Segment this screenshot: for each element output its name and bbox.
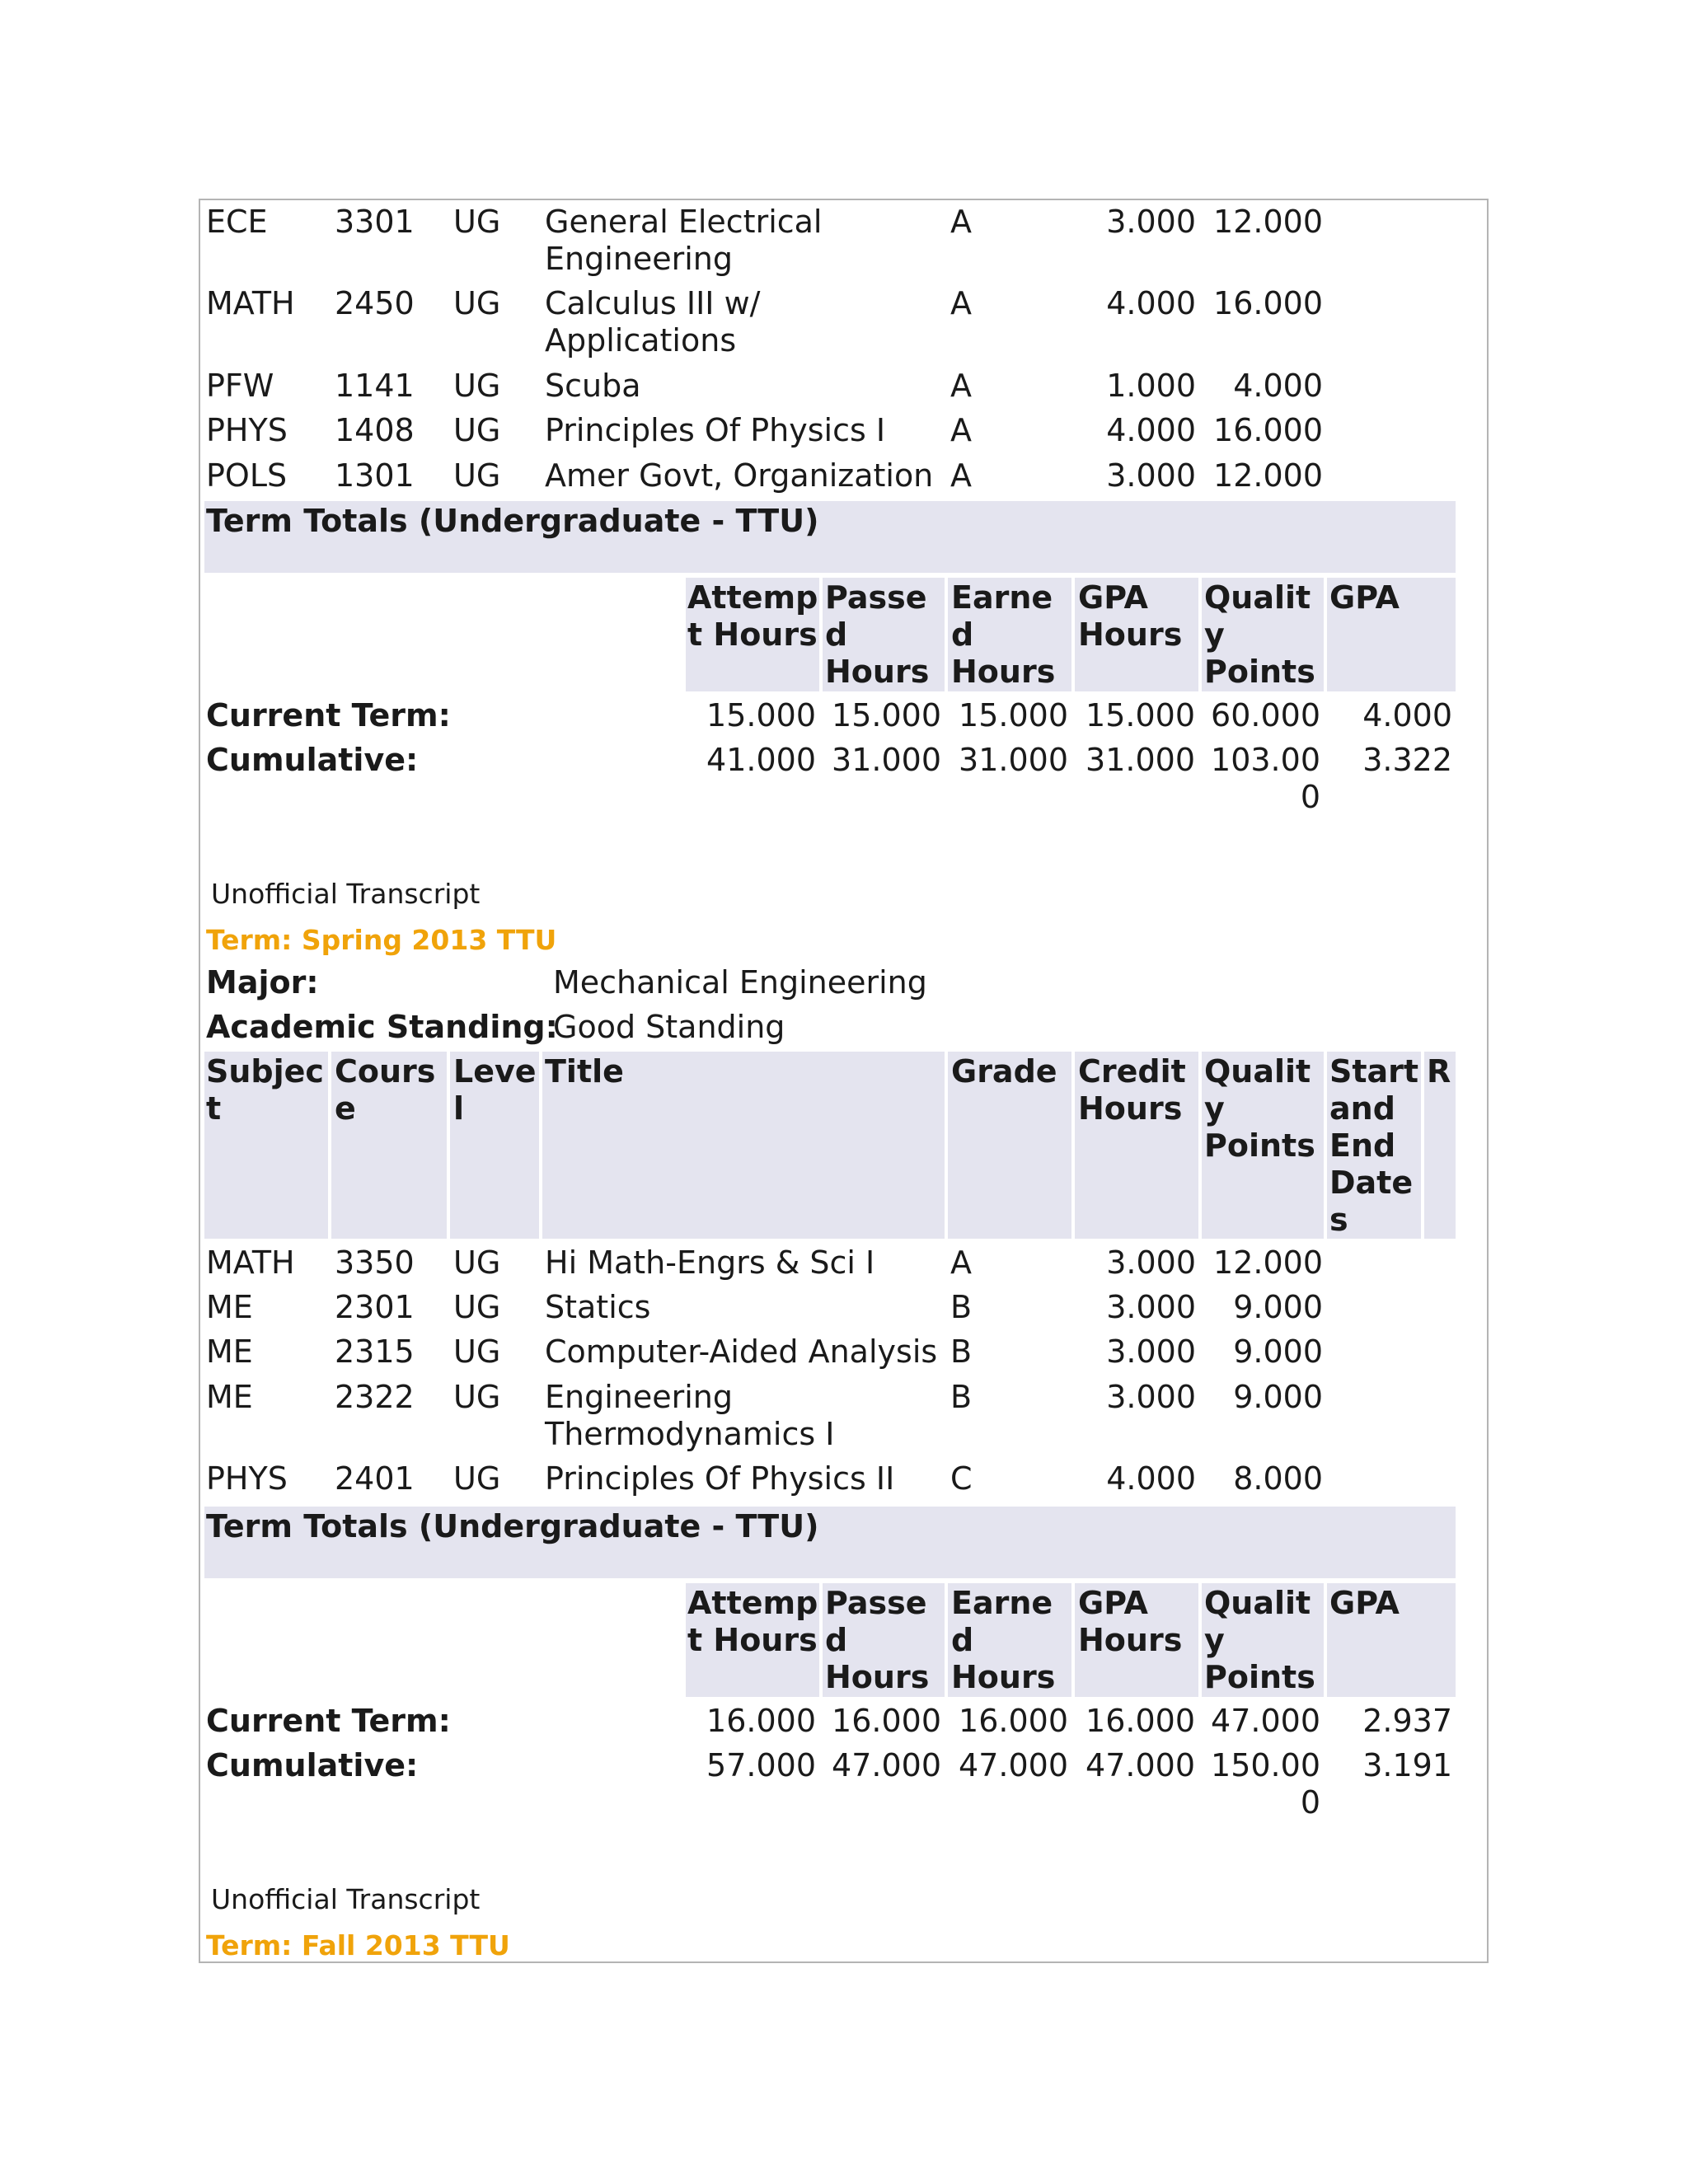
- col-attempt-hours-cont: t Hours: [687, 616, 818, 653]
- col-start-end-dates-cont: s: [1329, 1202, 1348, 1238]
- course-title: General Electrical: [545, 204, 823, 240]
- cumulative-label: Cumulative:: [206, 1747, 419, 1783]
- course-credit-hours: 3.000: [1106, 1333, 1196, 1370]
- course-number: 3350: [335, 1244, 415, 1281]
- course-title-cont: Engineering: [545, 241, 733, 277]
- col-passed-hours: Passe: [825, 579, 927, 616]
- cumulative-earned-hours: 31.000: [959, 742, 1068, 778]
- course-title: Scuba: [545, 368, 641, 404]
- course-title: Amer Govt, Organization: [545, 457, 934, 494]
- col-quality-points: Qualit: [1204, 1585, 1311, 1621]
- col-passed-hours-cont: d: [825, 1622, 848, 1658]
- course-title: Hi Math-Engrs & Sci I: [545, 1244, 875, 1281]
- course-subject: MATH: [206, 1244, 295, 1281]
- course-title: Computer-Aided Analysis: [545, 1333, 938, 1370]
- course-credit-hours: 4.000: [1106, 285, 1196, 321]
- course-number: 2322: [335, 1379, 415, 1415]
- course-quality-points: 12.000: [1213, 204, 1323, 240]
- col-gpa-hours: GPA: [1078, 1585, 1148, 1621]
- cumulative-attempt-hours: 41.000: [706, 742, 816, 778]
- course-subject: POLS: [206, 457, 288, 494]
- academic-standing-value: Good Standing: [553, 1009, 785, 1045]
- course-title: Principles Of Physics II: [545, 1460, 895, 1497]
- cumulative-quality-points: 103.00: [1211, 742, 1320, 778]
- course-quality-points: 9.000: [1233, 1379, 1323, 1415]
- course-level: UG: [453, 457, 501, 494]
- course-credit-hours: 4.000: [1106, 412, 1196, 448]
- cumulative-quality-points: 150.00: [1211, 1747, 1320, 1783]
- course-number: 1301: [335, 457, 415, 494]
- cumulative-gpa: 3.322: [1362, 742, 1452, 778]
- current-attempt-hours: 16.000: [706, 1703, 816, 1739]
- course-subject: MATH: [206, 285, 295, 321]
- course-number: 2450: [335, 285, 415, 321]
- col-subject-cont: t: [206, 1090, 222, 1127]
- col-quality-points-cont: Points: [1204, 1659, 1315, 1695]
- course-number: 2315: [335, 1333, 415, 1370]
- col-earned-hours: Earne: [951, 579, 1053, 616]
- term-title: Term: Spring 2013 TTU: [206, 924, 557, 956]
- col-passed-hours-cont: Hours: [825, 654, 930, 690]
- cumulative-label: Cumulative:: [206, 742, 419, 778]
- col-earned-hours-cont: d: [951, 1622, 974, 1658]
- cumulative-attempt-hours: 57.000: [706, 1747, 816, 1783]
- course-credit-hours: 3.000: [1106, 457, 1196, 494]
- col-earned-hours: Earne: [951, 1585, 1053, 1621]
- course-grade: A: [950, 368, 972, 404]
- current-earned-hours: 15.000: [959, 697, 1068, 733]
- course-level: UG: [453, 204, 501, 240]
- current-quality-points: 47.000: [1211, 1703, 1320, 1739]
- col-quality-points: Qualit: [1204, 579, 1311, 616]
- course-title: Calculus III w/: [545, 285, 761, 321]
- col-quality-points-cont: y: [1204, 1622, 1225, 1658]
- col-passed-hours: Passe: [825, 1585, 927, 1621]
- col-title: Title: [545, 1053, 624, 1090]
- col-earned-hours-cont: Hours: [951, 1659, 1056, 1695]
- unofficial-transcript-label: Unofficial Transcript: [211, 878, 481, 910]
- course-grade: B: [950, 1333, 973, 1370]
- course-quality-points: 8.000: [1233, 1460, 1323, 1497]
- course-level: UG: [453, 285, 501, 321]
- course-grade: A: [950, 1244, 972, 1281]
- current-term-label: Current Term:: [206, 697, 451, 733]
- course-subject: PFW: [206, 368, 274, 404]
- cumulative-quality-points-cont: 0: [1300, 1784, 1320, 1821]
- totals-heading: Term Totals (Undergraduate - TTU): [206, 1508, 819, 1544]
- course-level: UG: [453, 368, 501, 404]
- cumulative-passed-hours: 31.000: [832, 742, 941, 778]
- course-number: 3301: [335, 204, 415, 240]
- course-number: 1141: [335, 368, 415, 404]
- course-title: Engineering: [545, 1379, 733, 1415]
- col-start-end-dates-cont: and: [1329, 1090, 1395, 1127]
- col-quality-points-cont: Points: [1204, 1127, 1315, 1164]
- col-attempt-hours: Attemp: [687, 579, 818, 616]
- col-passed-hours-cont: Hours: [825, 1659, 930, 1695]
- col-earned-hours-cont: d: [951, 616, 974, 653]
- col-quality-points: Qualit: [1204, 1053, 1311, 1090]
- course-subject: ME: [206, 1289, 253, 1325]
- course-grade: A: [950, 412, 972, 448]
- current-attempt-hours: 15.000: [706, 697, 816, 733]
- col-quality-points-cont: Points: [1204, 654, 1315, 690]
- course-level: UG: [453, 1379, 501, 1415]
- current-quality-points: 60.000: [1211, 697, 1320, 733]
- major-label: Major:: [206, 964, 319, 1001]
- transcript-frame: [199, 199, 1489, 1963]
- course-subject: ME: [206, 1333, 253, 1370]
- cumulative-passed-hours: 47.000: [832, 1747, 941, 1783]
- course-level: UG: [453, 1460, 501, 1497]
- course-grade: B: [950, 1379, 973, 1415]
- current-earned-hours: 16.000: [959, 1703, 1068, 1739]
- current-term-label: Current Term:: [206, 1703, 451, 1739]
- course-grade: A: [950, 204, 972, 240]
- cumulative-gpa-hours: 47.000: [1085, 1747, 1195, 1783]
- course-level: UG: [453, 412, 501, 448]
- col-gpa-hours-cont: Hours: [1078, 616, 1183, 653]
- course-level: UG: [453, 1244, 501, 1281]
- course-quality-points: 12.000: [1213, 457, 1323, 494]
- totals-heading: Term Totals (Undergraduate - TTU): [206, 503, 819, 539]
- course-quality-points: 12.000: [1213, 1244, 1323, 1281]
- course-quality-points: 16.000: [1213, 412, 1323, 448]
- col-course-cont: e: [335, 1090, 356, 1127]
- col-quality-points-cont: y: [1204, 1090, 1225, 1127]
- course-grade: A: [950, 285, 972, 321]
- col-gpa-hours-cont: Hours: [1078, 1622, 1183, 1658]
- col-start-end-dates-cont: End: [1329, 1127, 1396, 1164]
- cumulative-quality-points-cont: 0: [1300, 779, 1320, 815]
- current-gpa: 2.937: [1362, 1703, 1452, 1739]
- course-subject: ECE: [206, 204, 268, 240]
- col-gpa: GPA: [1329, 1585, 1400, 1621]
- unofficial-transcript-label: Unofficial Transcript: [211, 1883, 481, 1915]
- course-title-cont: Thermodynamics I: [545, 1416, 835, 1452]
- course-quality-points: 16.000: [1213, 285, 1323, 321]
- col-gpa: GPA: [1329, 579, 1400, 616]
- course-quality-points: 4.000: [1233, 368, 1323, 404]
- major-value: Mechanical Engineering: [553, 964, 927, 1001]
- course-subject: PHYS: [206, 1460, 288, 1497]
- course-level: UG: [453, 1289, 501, 1325]
- course-number: 1408: [335, 412, 415, 448]
- cumulative-earned-hours: 47.000: [959, 1747, 1068, 1783]
- course-credit-hours: 3.000: [1106, 1289, 1196, 1325]
- course-subject: ME: [206, 1379, 253, 1415]
- current-gpa-hours: 16.000: [1085, 1703, 1195, 1739]
- col-start-end-dates-cont: Date: [1329, 1165, 1414, 1201]
- col-credit-hours: Credit: [1078, 1053, 1186, 1090]
- course-level: UG: [453, 1333, 501, 1370]
- col-level: Leve: [453, 1053, 537, 1090]
- course-credit-hours: 3.000: [1106, 204, 1196, 240]
- col-start-end-dates: Start: [1329, 1053, 1419, 1090]
- col-earned-hours-cont: Hours: [951, 654, 1056, 690]
- current-gpa: 4.000: [1362, 697, 1452, 733]
- course-title-cont: Applications: [545, 322, 737, 359]
- col-quality-points-cont: y: [1204, 616, 1225, 653]
- course-grade: C: [950, 1460, 973, 1497]
- col-subject: Subjec: [206, 1053, 324, 1090]
- course-quality-points: 9.000: [1233, 1289, 1323, 1325]
- current-gpa-hours: 15.000: [1085, 697, 1195, 733]
- course-quality-points: 9.000: [1233, 1333, 1323, 1370]
- col-credit-hours-cont: Hours: [1078, 1090, 1183, 1127]
- current-passed-hours: 15.000: [832, 697, 941, 733]
- course-title: Statics: [545, 1289, 651, 1325]
- course-credit-hours: 1.000: [1106, 368, 1196, 404]
- col-gpa-hours: GPA: [1078, 579, 1148, 616]
- col-grade: Grade: [951, 1053, 1057, 1090]
- course-credit-hours: 4.000: [1106, 1460, 1196, 1497]
- col-level-cont: l: [453, 1090, 465, 1127]
- term-title: Term: Fall 2013 TTU: [206, 1929, 510, 1961]
- course-grade: B: [950, 1289, 973, 1325]
- course-credit-hours: 3.000: [1106, 1244, 1196, 1281]
- col-r: R: [1427, 1053, 1451, 1090]
- col-attempt-hours-cont: t Hours: [687, 1622, 818, 1658]
- course-credit-hours: 3.000: [1106, 1379, 1196, 1415]
- academic-standing-label: Academic Standing:: [206, 1009, 558, 1045]
- cumulative-gpa: 3.191: [1362, 1747, 1452, 1783]
- col-course: Cours: [335, 1053, 436, 1090]
- current-passed-hours: 16.000: [832, 1703, 941, 1739]
- col-attempt-hours: Attemp: [687, 1585, 818, 1621]
- cumulative-gpa-hours: 31.000: [1085, 742, 1195, 778]
- col-passed-hours-cont: d: [825, 616, 848, 653]
- course-title: Principles Of Physics I: [545, 412, 886, 448]
- course-subject: PHYS: [206, 412, 288, 448]
- course-number: 2301: [335, 1289, 415, 1325]
- course-grade: A: [950, 457, 972, 494]
- course-number: 2401: [335, 1460, 415, 1497]
